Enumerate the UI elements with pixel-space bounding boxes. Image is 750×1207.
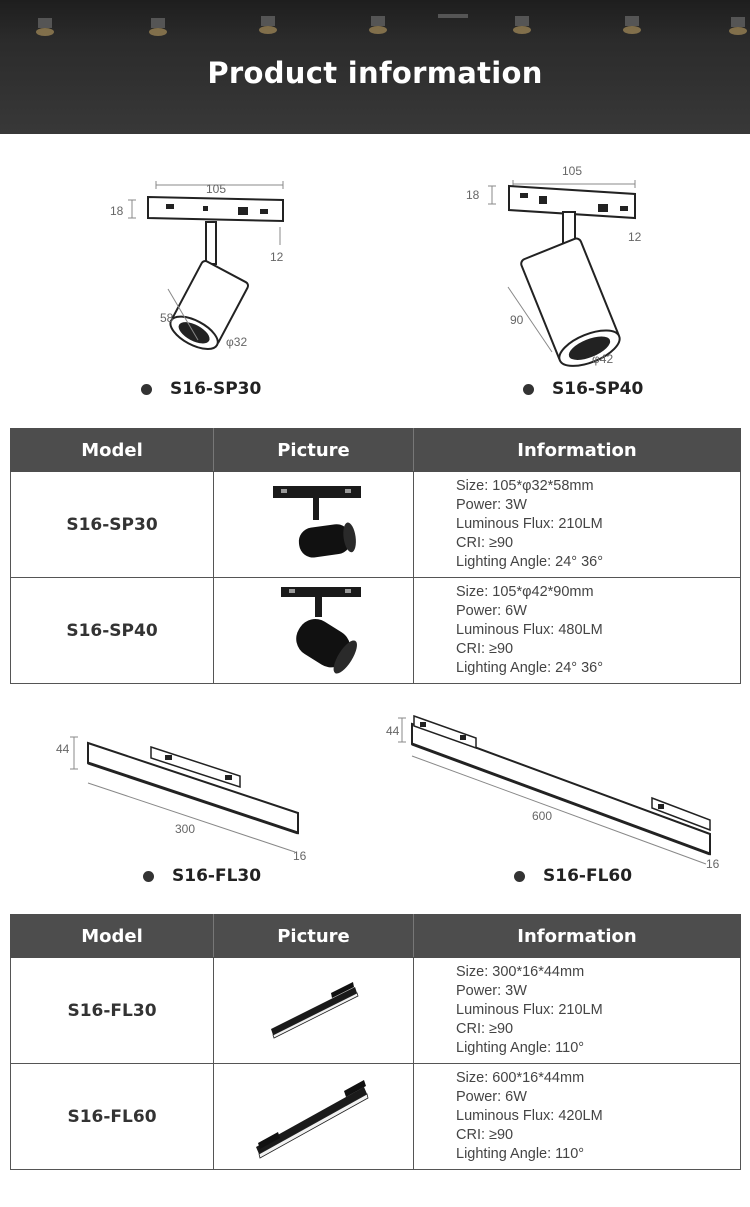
table-row	[11, 578, 741, 684]
dim-length: 105	[562, 164, 583, 178]
header-information: Information	[414, 915, 741, 958]
dim-diameter: φ42	[592, 352, 614, 366]
cell-picture	[214, 472, 414, 578]
dim-height: 18	[110, 204, 124, 218]
bullet-dot-icon	[143, 871, 154, 882]
model-label-sp40: S16-SP40	[523, 379, 643, 399]
header-picture: Picture	[214, 429, 414, 472]
dim-height: 44	[56, 742, 70, 756]
dim-body-length: 90	[510, 313, 524, 327]
cell-information: Size: 300*16*44mm Power: 3W Luminous Flux: 210LM CRI: ≥90 Lighting Angle: 110°	[414, 958, 741, 1064]
cell-picture	[214, 958, 414, 1064]
header-information: Information	[414, 429, 741, 472]
dim-track-width: 12	[270, 250, 284, 264]
cell-model: S16-SP40	[11, 578, 214, 684]
header-model: Model	[11, 915, 214, 958]
bullet-dot-icon	[514, 871, 525, 882]
bullet-dot-icon	[141, 384, 152, 395]
model-label-fl60: S16-FL60	[514, 866, 632, 886]
dim-length: 300	[175, 822, 196, 836]
dim-diameter: φ32	[226, 335, 248, 349]
model-label-fl30: S16-FL30	[143, 866, 261, 886]
fl60-dimension-diagram	[380, 710, 730, 875]
linear-light-spec-table	[10, 914, 741, 1170]
cell-information: Size: 105*φ32*58mm Power: 3W Luminous Flux: 210LM CRI: ≥90 Lighting Angle: 24° 36°	[414, 472, 741, 578]
dim-body-length: 58	[160, 311, 174, 325]
header-model: Model	[11, 429, 214, 472]
table-row	[11, 1064, 741, 1170]
dim-width: 16	[706, 857, 720, 871]
sp40-dimension-diagram	[460, 160, 660, 370]
table-header-row	[11, 429, 741, 472]
cell-picture	[214, 578, 414, 684]
spotlight-sp40-icon	[259, 583, 369, 675]
header-picture: Picture	[214, 915, 414, 958]
dim-height: 44	[386, 724, 400, 738]
cell-model: S16-SP30	[11, 472, 214, 578]
dim-length: 600	[532, 809, 553, 823]
ceiling-lights-icon	[0, 0, 750, 44]
model-label-sp30: S16-SP30	[141, 379, 261, 399]
bullet-dot-icon	[523, 384, 534, 395]
cell-picture	[214, 1064, 414, 1170]
fl30-dimension-diagram	[50, 725, 320, 870]
linear-light-fl30-icon	[259, 969, 369, 1049]
dim-track-width: 12	[628, 230, 642, 244]
cell-information: Size: 105*φ42*90mm Power: 6W Luminous Flux: 480LM CRI: ≥90 Lighting Angle: 24° 36°	[414, 578, 741, 684]
spotlight-sp30-icon	[259, 480, 369, 566]
table-header-row	[11, 915, 741, 958]
sp30-dimension-diagram	[100, 175, 300, 355]
cell-model: S16-FL30	[11, 958, 214, 1064]
table-row	[11, 472, 741, 578]
dim-length: 105	[206, 182, 227, 196]
spotlight-spec-table	[10, 428, 741, 684]
header-banner	[0, 0, 750, 134]
dim-width: 16	[293, 849, 307, 863]
page-title: Product information	[207, 56, 543, 90]
linear-light-fl60-icon	[244, 1067, 384, 1163]
cell-model: S16-FL60	[11, 1064, 214, 1170]
dim-height: 18	[466, 188, 480, 202]
cell-information: Size: 600*16*44mm Power: 6W Luminous Flux: 420LM CRI: ≥90 Lighting Angle: 110°	[414, 1064, 741, 1170]
table-row	[11, 958, 741, 1064]
